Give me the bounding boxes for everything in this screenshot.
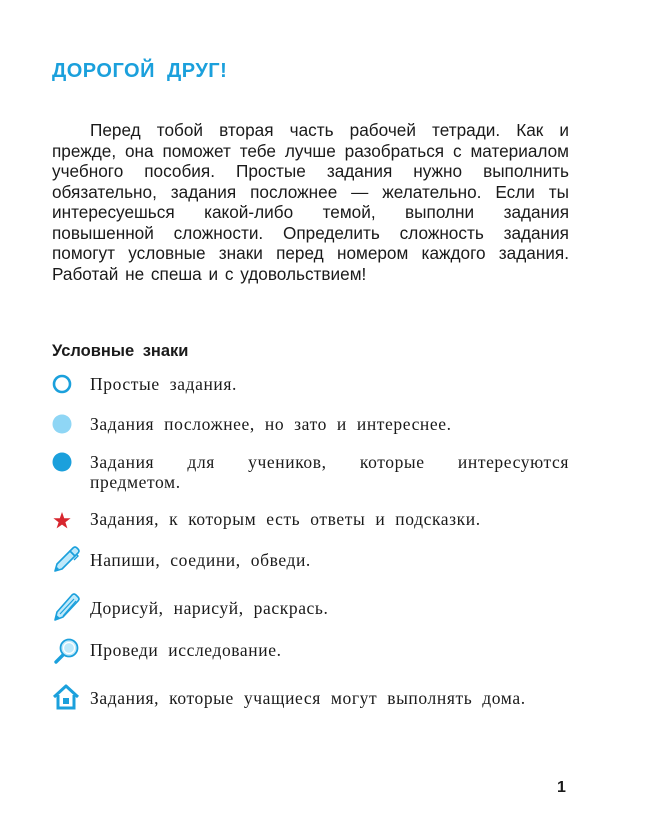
pencil-icon	[52, 590, 82, 622]
legend-item-harder	[52, 414, 569, 438]
legend-title: Условные знаки	[52, 342, 189, 360]
legend-item-home	[52, 688, 569, 732]
circle-filled-icon	[52, 452, 78, 478]
intro-paragraph: Перед тобой вторая часть рабочей тетради. Как и прежде, она поможет тебе лучше разобраться с материалом учебного пособия. Простые задания нужно выполнить обязательно, задания посложнее — желательно. Если ты интересуешься какой-либо темой, выполни задания повышенной сложности. Определить сложность задания помогут условные знаки перед номером каждого задания. Работай не спеша и с удовольствием!	[52, 120, 569, 284]
circle-light-filled-icon	[52, 414, 78, 440]
asterisk-icon	[52, 509, 78, 535]
magnifier-icon	[52, 636, 82, 666]
pen-icon	[52, 544, 82, 574]
legend-item-draw	[52, 598, 569, 626]
legend-item-text: Простые задания.	[90, 374, 237, 394]
legend-item-advanced	[52, 452, 569, 496]
legend-item-answers	[52, 509, 569, 533]
legend-item-text: Задания, к которым есть ответы и подсказки.	[90, 509, 481, 529]
legend-item-research	[52, 640, 569, 668]
circle-outline-icon	[52, 374, 78, 400]
legend-item-text: Проведи исследование.	[90, 640, 282, 660]
legend-item-write	[52, 550, 569, 578]
page-title: ДОРОГОЙ ДРУГ!	[52, 60, 228, 82]
legend-item-text: Напиши, соедини, обведи.	[90, 550, 311, 570]
legend-item-text: Задания для учеников, которые интересуются предметом.	[90, 452, 569, 492]
legend-item-text: Задания, которые учащиеся могут выполнять дома.	[90, 688, 526, 708]
legend-item-text: Задания посложнее, но зато и интереснее.	[90, 414, 452, 434]
page-number: 1	[557, 779, 566, 796]
legend-item-simple	[52, 374, 569, 398]
house-icon	[52, 682, 82, 712]
legend-item-text: Дорисуй, нарисуй, раскрась.	[90, 598, 329, 618]
